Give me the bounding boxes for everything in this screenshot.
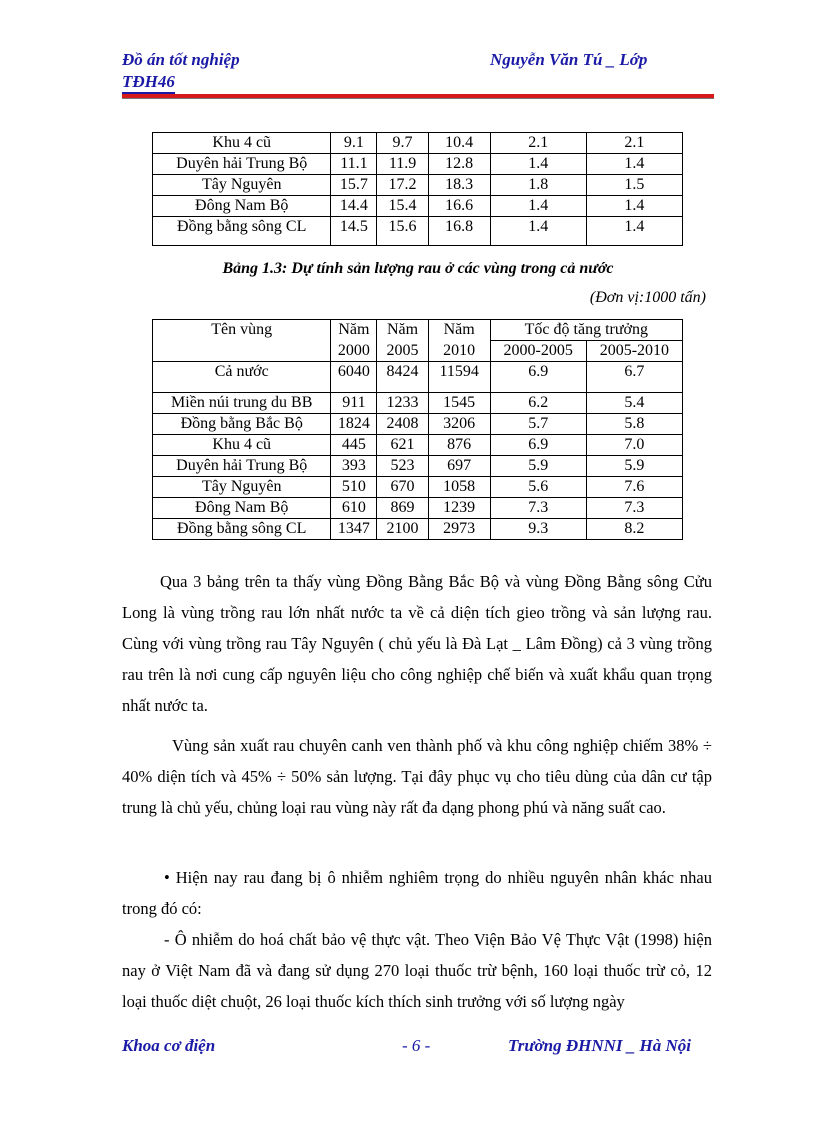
value-cell: 11594	[428, 362, 490, 393]
value-cell: 1.5	[586, 175, 682, 196]
value-cell: 621	[377, 435, 428, 456]
col-header-period: 2005-2010	[586, 341, 682, 362]
value-cell: 14.5	[331, 217, 377, 246]
paragraph-4: - Ô nhiễm do hoá chất bảo vệ thực vật. Theo Viện Bảo Vệ Thực Vật (1998) hiện nay ở Việt Nam đã và đang sử dụng 270 loại thuốc trừ bệnh, 160 loại thuốc trừ cỏ, 12 loại thuốc diệt chuột, 26 loại thuốc kích thích sinh trưởng với số lượng ngày	[122, 930, 712, 1011]
value-cell: 1545	[428, 393, 490, 414]
value-cell: 7.6	[586, 477, 682, 498]
value-cell: 869	[377, 498, 428, 519]
value-cell: 17.2	[377, 175, 428, 196]
value-cell: 7.3	[490, 498, 586, 519]
page-number: - 6 -	[402, 1036, 431, 1055]
value-cell: 5.7	[490, 414, 586, 435]
value-cell: 16.6	[428, 196, 490, 217]
paragraph-1: Qua 3 bảng trên ta thấy vùng Đồng Bằng Bắc Bộ và vùng Đồng Bằng sông Cửu Long là vùng trồng rau lớn nhất nước ta về cả diện tích gieo trồng và sản lượng rau. Cùng với vùng trồng rau Tây Nguyên ( chủ yếu là Đà Lạt _ Lâm Đồng) cả 3 vùng trồng rau trên là nơi cung cấp nguyên liệu cho công nghiệp chế biến và xuất khẩu quan trọng nhất nước ta.	[122, 572, 712, 715]
value-cell: 1347	[331, 519, 377, 540]
region-name-cell: Duyên hải Trung Bộ	[153, 456, 331, 477]
table-unit: (Đơn vị:1000 tấn)	[589, 289, 706, 306]
value-cell: 6.9	[490, 435, 586, 456]
region-name-cell: Tây Nguyên	[153, 477, 331, 498]
value-cell: 15.6	[377, 217, 428, 246]
value-cell: 11.9	[377, 154, 428, 175]
region-name-cell: Đồng bằng Bắc Bộ	[153, 414, 331, 435]
table-row	[153, 498, 683, 519]
region-name-cell: Khu 4 cũ	[153, 133, 331, 154]
footer-faculty: Khoa cơ điện	[122, 1036, 216, 1055]
table-row	[153, 133, 683, 154]
region-name-cell: Tây Nguyên	[153, 175, 331, 196]
col-header-year: 2005	[377, 341, 428, 362]
region-name-cell: Khu 4 cũ	[153, 435, 331, 456]
value-cell: 12.8	[428, 154, 490, 175]
value-cell: 5.9	[490, 456, 586, 477]
table-row	[153, 477, 683, 498]
value-cell: 1.8	[490, 175, 586, 196]
col-header-year: 2000	[331, 341, 377, 362]
value-cell: 1824	[331, 414, 377, 435]
value-cell: 5.8	[586, 414, 682, 435]
header-rule-shadow	[122, 98, 714, 99]
value-cell: 2.1	[586, 133, 682, 154]
header-class: TĐH46	[122, 72, 175, 94]
paragraph-2: Vùng sản xuất rau chuyên canh ven thành phố và khu công nghiệp chiếm 38% ÷ 40% diện tích và 45% ÷ 50% sản lượng. Tại đây phục vụ cho tiêu dùng của dân cư tập trung là chủ yếu, chủng loại rau vùng này rất đa dạng phong phú và năng suất cao.	[122, 736, 712, 817]
value-cell: 2100	[377, 519, 428, 540]
col-header-period: 2000-2005	[490, 341, 586, 362]
value-cell: 1239	[428, 498, 490, 519]
value-cell: 445	[331, 435, 377, 456]
value-cell: 6040	[331, 362, 377, 393]
value-cell: 5.4	[586, 393, 682, 414]
value-cell: 610	[331, 498, 377, 519]
header-title: Đồ án tốt nghiệp	[122, 50, 240, 69]
col-header-year-label: Năm	[377, 320, 428, 341]
table-row	[153, 217, 683, 246]
table-production-forecast	[152, 319, 683, 540]
table-row	[153, 393, 683, 414]
col-header-year: 2010	[428, 341, 490, 362]
table-area-continued	[152, 132, 683, 246]
paragraph-3: • Hiện nay rau đang bị ô nhiễm nghiêm trọng do nhiều nguyên nhân khác nhau trong đó có:	[122, 868, 712, 918]
value-cell: 1.4	[586, 217, 682, 246]
value-cell: 6.9	[490, 362, 586, 393]
value-cell: 510	[331, 477, 377, 498]
table-row	[153, 362, 683, 393]
value-cell: 393	[331, 456, 377, 477]
table-row	[153, 435, 683, 456]
value-cell: 2.1	[490, 133, 586, 154]
table-row	[153, 456, 683, 477]
table-row	[153, 154, 683, 175]
value-cell: 670	[377, 477, 428, 498]
value-cell: 2973	[428, 519, 490, 540]
region-name-cell: Đông Nam Bộ	[153, 498, 331, 519]
table-row	[153, 196, 683, 217]
value-cell: 876	[428, 435, 490, 456]
value-cell: 16.8	[428, 217, 490, 246]
value-cell: 10.4	[428, 133, 490, 154]
table-row	[153, 519, 683, 540]
value-cell: 1.4	[490, 154, 586, 175]
footer-university: Trường ĐHNNI _ Hà Nội	[508, 1036, 692, 1055]
col-header-year-label: Năm	[428, 320, 490, 341]
value-cell: 7.0	[586, 435, 682, 456]
value-cell: 1.4	[490, 217, 586, 246]
table-row	[153, 175, 683, 196]
value-cell: 911	[331, 393, 377, 414]
value-cell: 5.6	[490, 477, 586, 498]
region-name-cell: Đông Nam Bộ	[153, 196, 331, 217]
value-cell: 15.4	[377, 196, 428, 217]
value-cell: 523	[377, 456, 428, 477]
value-cell: 5.9	[586, 456, 682, 477]
value-cell: 8424	[377, 362, 428, 393]
value-cell: 2408	[377, 414, 428, 435]
table-caption: Bảng 1.3: Dự tính sản lượng rau ở các vùng trong cả nước	[222, 260, 614, 277]
value-cell: 7.3	[586, 498, 682, 519]
region-name-cell: Đồng bằng sông CL	[153, 217, 331, 246]
value-cell: 8.2	[586, 519, 682, 540]
table-row	[153, 414, 683, 435]
value-cell: 6.7	[586, 362, 682, 393]
value-cell: 9.3	[490, 519, 586, 540]
value-cell: 1.4	[490, 196, 586, 217]
col-header-region: Tên vùng	[153, 320, 331, 362]
value-cell: 9.7	[377, 133, 428, 154]
value-cell: 697	[428, 456, 490, 477]
value-cell: 3206	[428, 414, 490, 435]
col-header-growth: Tốc độ tăng trưởng	[490, 320, 682, 341]
value-cell: 6.2	[490, 393, 586, 414]
value-cell: 14.4	[331, 196, 377, 217]
header-author: Nguyễn Văn Tú _ Lớp	[490, 50, 648, 69]
value-cell: 1.4	[586, 196, 682, 217]
col-header-year-label: Năm	[331, 320, 377, 341]
value-cell: 11.1	[331, 154, 377, 175]
value-cell: 1058	[428, 477, 490, 498]
value-cell: 1.4	[586, 154, 682, 175]
value-cell: 1233	[377, 393, 428, 414]
region-name-cell: Cả nước	[153, 362, 331, 393]
value-cell: 15.7	[331, 175, 377, 196]
region-name-cell: Miền núi trung du BB	[153, 393, 331, 414]
value-cell: 18.3	[428, 175, 490, 196]
region-name-cell: Duyên hải Trung Bộ	[153, 154, 331, 175]
value-cell: 9.1	[331, 133, 377, 154]
region-name-cell: Đồng bằng sông CL	[153, 519, 331, 540]
